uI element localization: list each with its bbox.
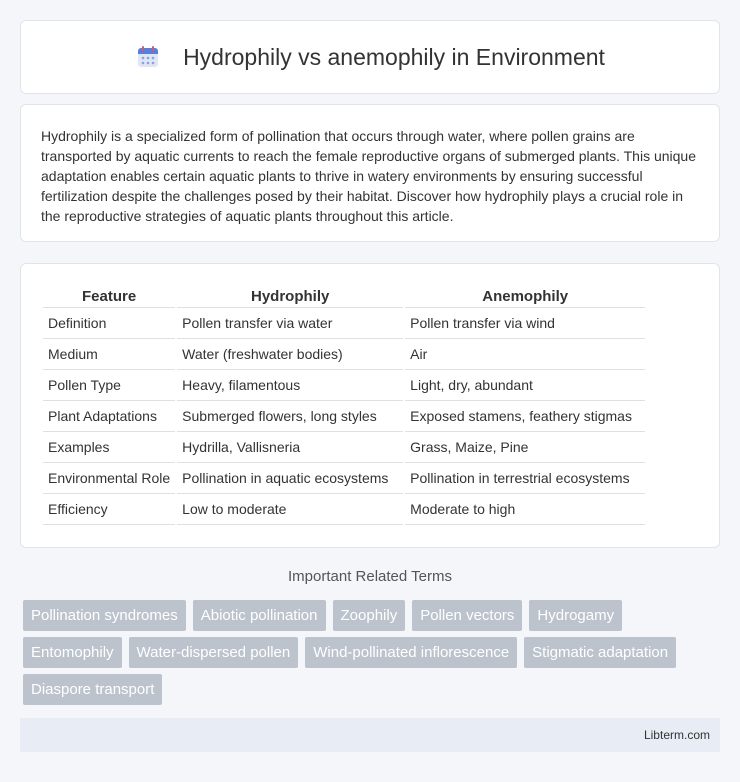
page-title: Hydrophily vs anemophily in Environment bbox=[183, 43, 605, 70]
related-terms-list bbox=[23, 600, 723, 711]
table-cell: Definition bbox=[43, 308, 175, 339]
table-cell: Pollination in aquatic ecosystems bbox=[177, 463, 403, 494]
header bbox=[135, 44, 605, 71]
table-row bbox=[43, 432, 645, 463]
header-card bbox=[20, 20, 720, 94]
related-terms-title: Important Related Terms bbox=[288, 568, 452, 585]
table-row bbox=[43, 308, 645, 339]
table-row bbox=[43, 370, 645, 401]
table-cell: Pollen Type bbox=[43, 370, 175, 401]
footer bbox=[20, 718, 720, 752]
table-cell: Pollen transfer via water bbox=[177, 308, 403, 339]
related-term-tag[interactable]: Wind-pollinated inflorescence bbox=[305, 637, 517, 668]
table-cell: Submerged flowers, long styles bbox=[177, 401, 403, 432]
intro-paragraph: Hydrophily is a specialized form of pollination that occurs through water, where pollen grains are transported by aquatic currents to reach the female reproductive organs of submerged plants. This unique adaptation enables certain aquatic plants to thrive in watery environments by ensuring successful fertilization despite the challenges posed by their habitat. Discover how hydrophily plays a crucial role in the reproductive strategies of aquatic plants throughout this article. bbox=[41, 128, 697, 224]
table-row bbox=[43, 463, 645, 494]
table-cell: Air bbox=[405, 339, 645, 370]
comparison-table bbox=[41, 286, 647, 525]
table-cell: Environmental Role bbox=[43, 463, 175, 494]
table-cell: Grass, Maize, Pine bbox=[405, 432, 645, 463]
related-term-tag[interactable]: Zoophily bbox=[333, 600, 406, 631]
table-cell: Pollen transfer via wind bbox=[405, 308, 645, 339]
table-cell: Heavy, filamentous bbox=[177, 370, 403, 401]
table-cell: Efficiency bbox=[43, 494, 175, 525]
table-cell: Low to moderate bbox=[177, 494, 403, 525]
related-term-tag[interactable]: Abiotic pollination bbox=[193, 600, 326, 631]
table-cell: Moderate to high bbox=[405, 494, 645, 525]
related-term-tag[interactable]: Diaspore transport bbox=[23, 674, 162, 705]
related-term-tag[interactable]: Entomophily bbox=[23, 637, 122, 668]
column-header-hydrophily: Hydrophily bbox=[177, 286, 403, 308]
table-cell: Exposed stamens, feathery stigmas bbox=[405, 401, 645, 432]
table-cell: Plant Adaptations bbox=[43, 401, 175, 432]
table-header-row bbox=[43, 286, 645, 308]
related-term-tag[interactable]: Pollination syndromes bbox=[23, 600, 186, 631]
table-cell: Examples bbox=[43, 432, 175, 463]
table-row bbox=[43, 494, 645, 525]
calendar-icon bbox=[135, 44, 161, 70]
related-term-tag[interactable]: Stigmatic adaptation bbox=[524, 637, 676, 668]
table-row bbox=[43, 339, 645, 370]
column-header-anemophily: Anemophily bbox=[405, 286, 645, 308]
intro-card bbox=[20, 104, 720, 242]
footer-site-link[interactable]: Libterm.com bbox=[643, 728, 710, 742]
table-row bbox=[43, 401, 645, 432]
related-term-tag[interactable]: Water-dispersed pollen bbox=[129, 637, 299, 668]
table-cell: Medium bbox=[43, 339, 175, 370]
table-cell: Light, dry, abundant bbox=[405, 370, 645, 401]
table-cell: Pollination in terrestrial ecosystems bbox=[405, 463, 645, 494]
table-cell: Water (freshwater bodies) bbox=[177, 339, 403, 370]
related-term-tag[interactable]: Hydrogamy bbox=[529, 600, 622, 631]
table-cell: Hydrilla, Vallisneria bbox=[177, 432, 403, 463]
column-header-feature: Feature bbox=[43, 286, 175, 308]
related-term-tag[interactable]: Pollen vectors bbox=[412, 600, 522, 631]
comparison-card bbox=[20, 263, 720, 548]
